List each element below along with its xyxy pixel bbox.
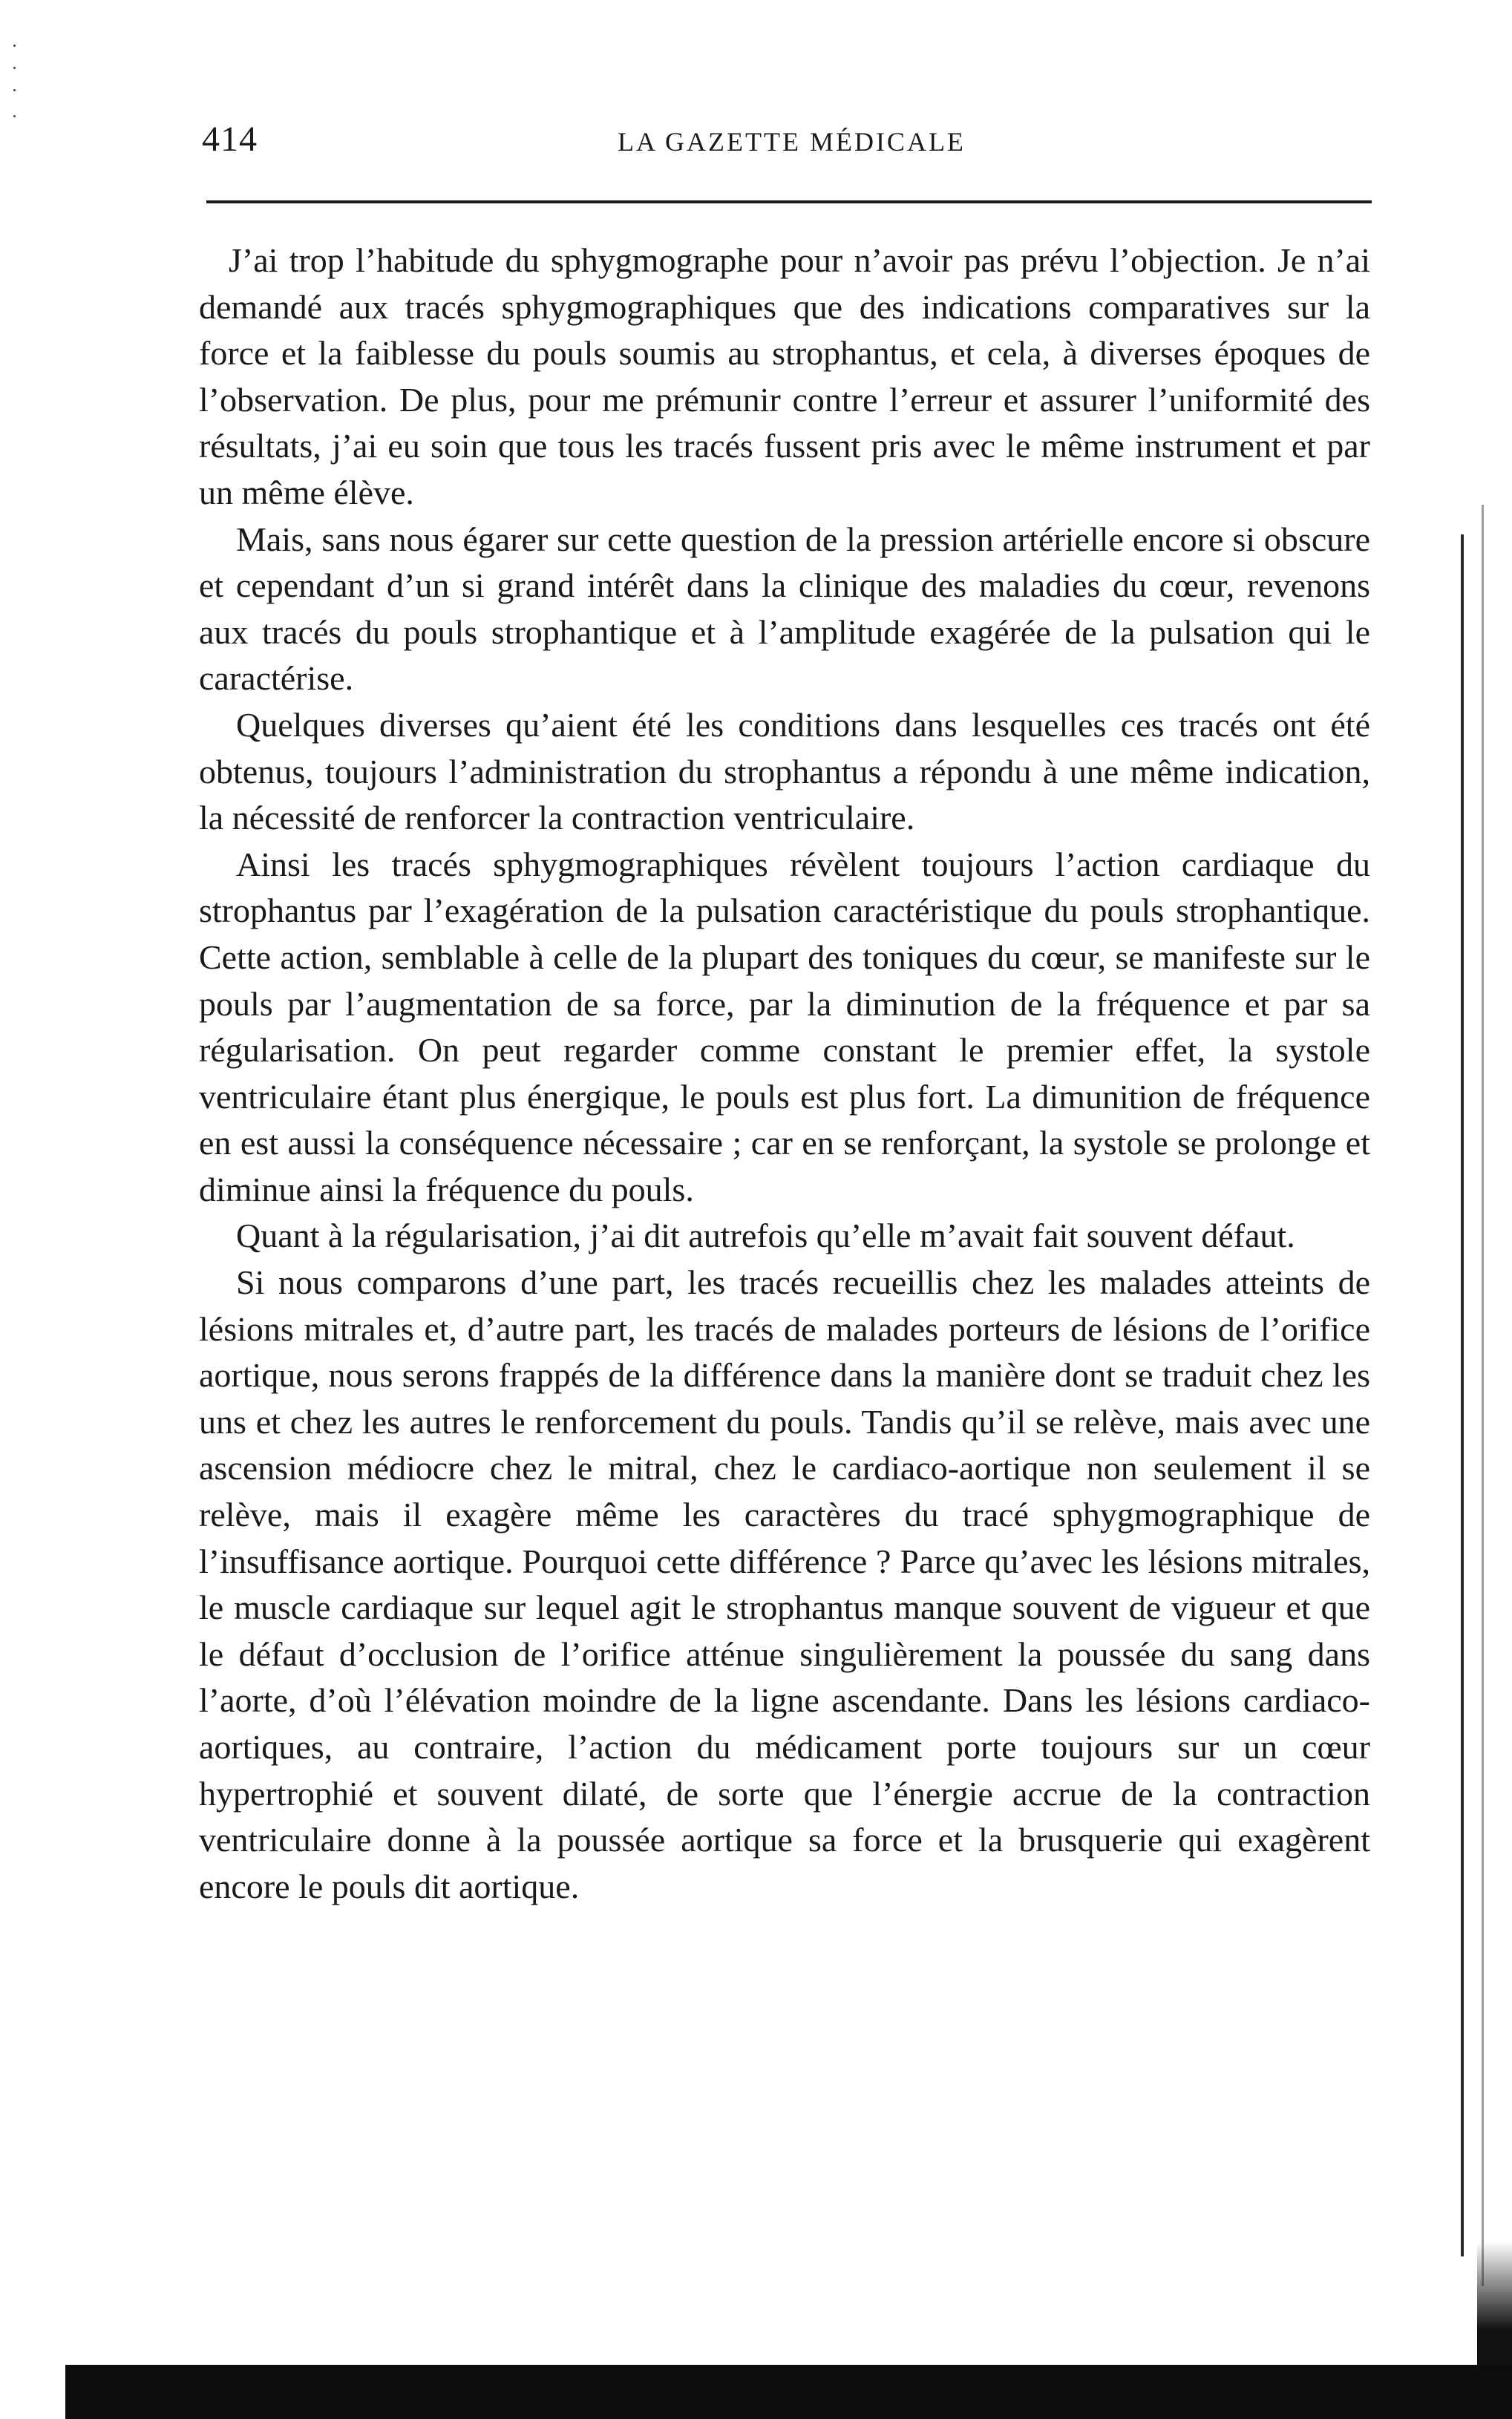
paragraph-6: Si nous comparons d’une part, les tracés recueillis chez les malades atteints de lésions mitrales et, d’autre part, les tracés de malades porteurs de lésions de l’orifice aortique, nous serons frappés de la différence dans la manière dont se traduit chez les uns et chez les autres le renforcement du pouls. Tandis qu’il se relève, mais avec une ascension médiocre chez le mitral, chez le cardiaco-aortique non seulement il se relève, mais il exagère même les caractères du tracé sphygmographique de l’insuffisance aortique. Pourquoi cette différence ? Parce qu’avec les lésions mitrales, le muscle cardiaque sur lequel agit le strophantus manque souvent de vigueur et que le défaut d’occlusion de l’orifice atténue singulièrement la poussée du sang dans l’aorte, d’où l’élévation moindre de la ligne ascendante. Dans les lésions cardiaco-aortiques, au contraire, l’action du médicament porte toujours sur un cœur hypertrophié et souvent dilaté, de sorte que l’énergie accrue de la contraction ventriculaire donne à la poussée aortique sa force et la brusquerie qui exagèrent encore le pouls dit aortique.: [199, 1263, 1370, 1905]
paragraph-1: J’ai trop l’habitude du sphygmographe pour n’avoir pas prévu l’objection. Je n’ai demandé aux tracés sphygmographiques que des indications comparatives sur la force et la faiblesse du pouls soumis au strophantus, et cela, à diverses époques de l’observation. De plus, pour me prémunir contre l’erreur et assurer l’uniformité des résultats, j’ai eu soin que tous les tracés fussent pris avec le même instrument et par un même élève.: [199, 241, 1370, 511]
paragraph-3: Quelques diverses qu’aient été les conditions dans lesquelles ces tracés ont été obtenus, toujours l’administration du strophantus a répondu à une même indication, la nécessité de renforcer la contraction ventriculaire.: [199, 705, 1370, 837]
body-text: [199, 238, 1370, 1910]
paragraph-2: Mais, sans nous égarer sur cette question de la pression artérielle encore si obscure et cependant d’un si grand intérêt dans la clinique des maladies du cœur, revenons aux tracés du pouls strophantique et à l’amplitude exagérée de la pulsation qui le caractérise.: [199, 520, 1370, 698]
bottom-scan-border: [65, 2365, 1512, 2419]
running-head: LA GAZETTE MÉDICALE: [618, 127, 966, 157]
page-header: [202, 119, 1360, 163]
page-edge-shadow: [1461, 534, 1464, 2256]
page-edge-strip: [1482, 505, 1484, 2286]
page-number: 414: [202, 120, 258, 159]
page-corner-shadow: [1477, 2242, 1512, 2368]
header-rule: [206, 200, 1372, 203]
paragraph-5: Quant à la régularisation, j’ai dit autrefois qu’elle m’avait fait souvent défaut.: [236, 1217, 1295, 1255]
paragraph-4: Ainsi les tracés sphygmographiques révèlent toujours l’action cardiaque du strophantus par l’exagération de la pulsation caractéristique du pouls strophantique. Cette action, semblable à celle de la plupart des toniques du cœur, se manifeste sur le pouls par l’augmentation de sa force, par la diminution de la fréquence et par sa régularisation. On peut regarder comme constant le premier effet, la systole ventriculaire étant plus énergique, le pouls est plus fort. La dimunition de fréquence en est aussi la conséquence nécessaire ; car en se renforçant, la systole se prolonge et diminue ainsi la fréquence du pouls.: [199, 845, 1370, 1208]
margin-specks: [7, 45, 22, 134]
